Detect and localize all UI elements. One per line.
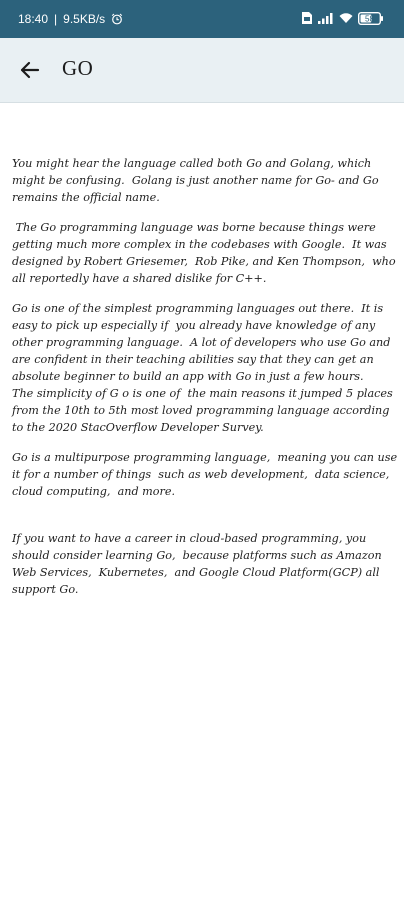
page-title: GO bbox=[62, 56, 94, 80]
network-speed: 9.5KB/s bbox=[63, 12, 106, 26]
paragraph-origin: The Go programming language was borne because things were getting much more complex in the codebases with Google. It was designed by Robert Griesemer, Rob Pike, and Ken Thompson, who all reportedly have a shared dislike for C++. bbox=[12, 221, 400, 285]
paragraph-golang-name: You might hear the language called both Go and Golang, which might be confusing. Golang is just another name for Go- and Go remains the official name. bbox=[12, 157, 383, 204]
status-bar bbox=[0, 0, 404, 38]
status-right bbox=[301, 11, 384, 25]
app-bar bbox=[0, 38, 404, 103]
status-separator: | bbox=[54, 12, 58, 26]
wifi-icon bbox=[339, 12, 353, 24]
status-left bbox=[18, 12, 123, 26]
battery-level: 58 bbox=[365, 14, 374, 24]
status-time: 18:40 bbox=[18, 12, 49, 26]
alarm-icon bbox=[111, 13, 123, 25]
paragraph-multipurpose: Go is a multipurpose programming language, meaning you can use it for a number of things such as web development, data science, cloud computing, and more. bbox=[12, 451, 401, 498]
signal-icon bbox=[318, 12, 334, 24]
paragraph-cloud-career: If you want to have a career in cloud-based programming, you should consider learning Go, because platforms such as Amazon Web Services, Kubernetes, and Google Cloud Platform(GCP) all support Go. bbox=[12, 532, 386, 596]
sim-icon bbox=[301, 11, 313, 25]
paragraph-survey: The simplicity of G o is one of the main reasons it jumped 5 places from the 10th to 5th most loved programming language according to the 2020 StacOverflow Developer Survey. bbox=[12, 387, 400, 434]
paragraph-simplicity: Go is one of the simplest programming languages out there. It is easy to pick up especially if you already have knowledge of any other programming language. A lot of developers who use Go and are confident in their teaching abilities say that they can get an absolute beginner to build an app with Go in just a few hours. bbox=[12, 302, 394, 383]
battery-icon bbox=[358, 12, 384, 25]
article-content bbox=[12, 155, 402, 598]
back-arrow-icon[interactable] bbox=[16, 56, 44, 84]
